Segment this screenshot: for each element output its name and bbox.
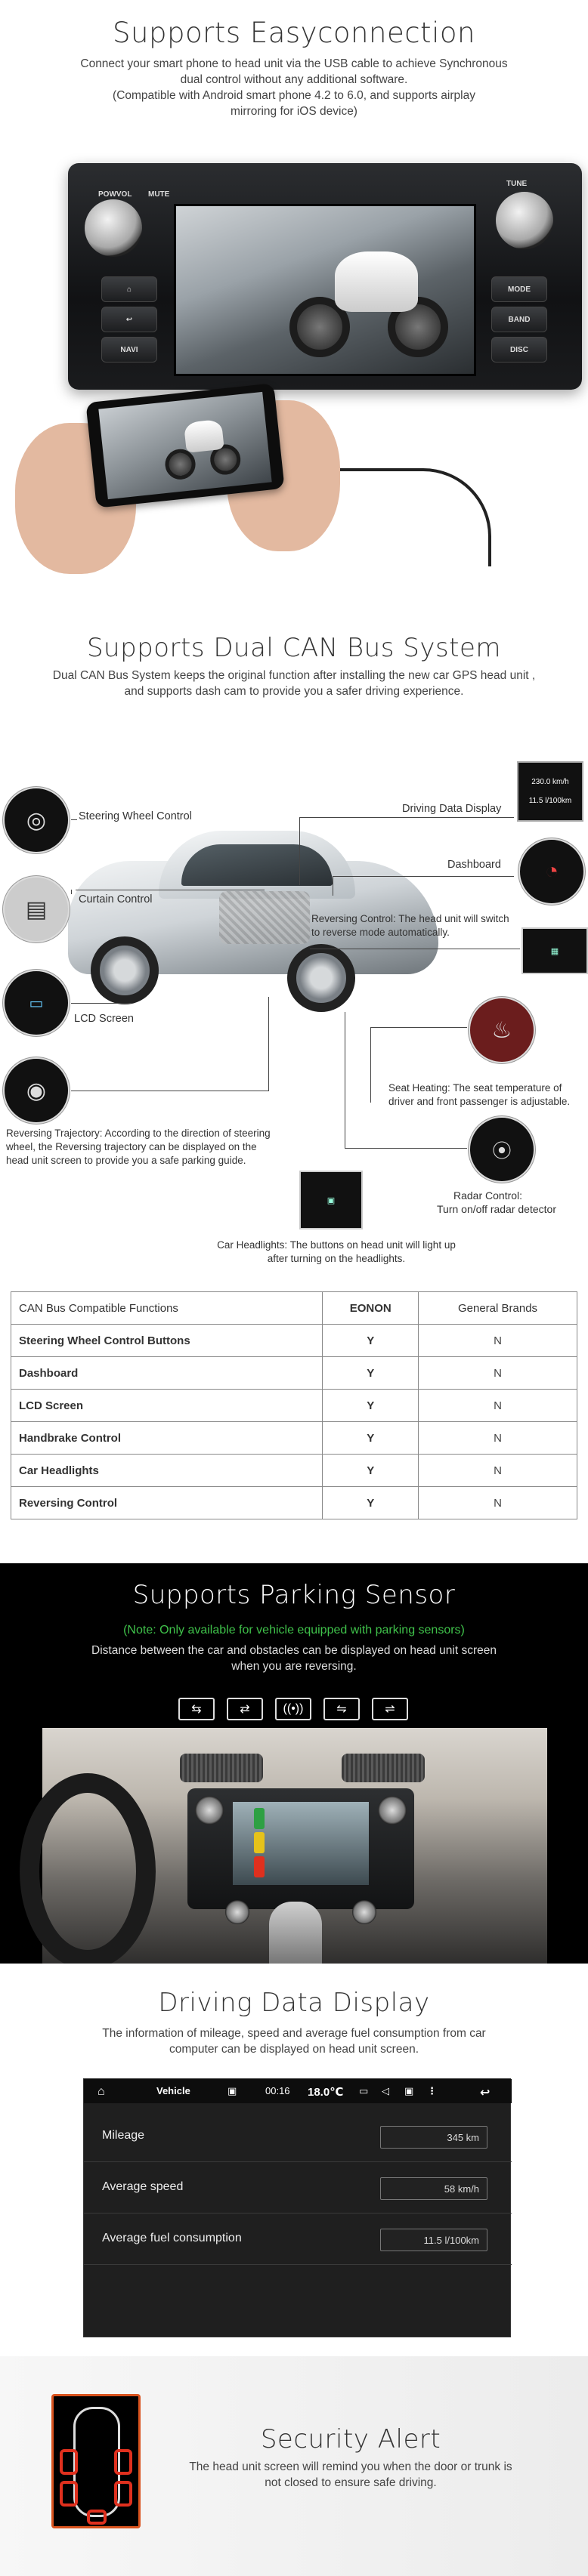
parking-screen [233,1802,369,1885]
security-alert-section [0,2356,588,2576]
climate-knob [352,1900,376,1924]
seat-heating-circle [469,997,535,1063]
nav-icon: ▭ [359,2085,369,2096]
gear-shifter [269,1902,322,1964]
driving-data-description: The information of mileage, speed and average fuel consumption from car computer can be displayed on head unit screen. [102,2027,486,2056]
table-cell: Car Headlights [11,1455,323,1487]
mute-label: MUTE [148,190,170,199]
volume-icon[interactable]: ◁ [382,2085,389,2096]
callout-line [370,1027,467,1028]
table-header: CAN Bus Compatible Functions [11,1292,323,1325]
climate-knob [225,1900,249,1924]
table-cell: Handbrake Control [11,1422,323,1455]
canbus-section [0,574,588,1556]
volume-knob [195,1796,224,1825]
motorcycle-rider [184,419,224,453]
tune-knob [496,192,553,249]
headlights-thumb [299,1171,363,1229]
car-rear-sensor-icon: ⇄ [227,1698,263,1720]
canbus-description: Dual CAN Bus System keeps the original function after installing the new car GPS head unit , and supports dash cam to provide you a safer driving experience. [52,669,536,698]
car-internals [219,891,310,944]
table-header-row [11,1292,577,1325]
callout-line [299,817,300,885]
reversing-control-thumb [521,927,588,974]
image-icon: ▣ [227,2085,237,2096]
car-side-sensor-icon: ⇋ [323,1698,360,1720]
power-volume-label: POWVOL [98,190,132,199]
temperature: 18.0℃ [308,2086,344,2099]
menu-icon[interactable]: ⋮ [427,2085,437,2096]
motorcycle-rider [335,251,418,312]
callout-line [370,1027,371,1103]
lcd-circle [3,970,70,1036]
curtain-caption: Curtain Control [79,893,153,905]
driving-data-section [0,1964,588,2356]
table-cell: N [419,1325,577,1357]
fuel-consumption-row [84,2215,512,2265]
speed-readout: 230.0 km/h [531,778,569,786]
mileage-row [84,2112,512,2162]
radar-wave-icon: ((•)) [275,1698,311,1720]
home-button: ⌂ [101,276,157,302]
radar-caption-2: Turn on/off radar detector [437,1203,556,1215]
car-wheel [91,936,159,1004]
door-alert-image [51,2394,141,2528]
smartphone-image [85,383,284,507]
mileage-value: 345 km [380,2126,487,2149]
dashboard-caption: Dashboard [447,859,501,871]
callout-line [345,1148,467,1149]
sensor-bar-green [254,1808,265,1829]
vehicle-app-screen [83,2078,511,2337]
driving-data-caption: Driving Data Display [402,803,502,815]
table-header: EONON [323,1292,419,1325]
table-cell: N [419,1455,577,1487]
lcd-caption: LCD Screen [74,1013,134,1025]
air-vent [180,1754,263,1782]
mileage-label: Mileage [102,2129,145,2142]
rear-camera-icon: ▦ [550,946,559,956]
smartphone-screen [98,392,271,499]
lcd-screen-icon: ▭ [29,995,44,1012]
table-cell: Y [323,1455,419,1487]
curtain-icon: ▤ [25,896,48,922]
screenshot-icon[interactable]: ▣ [404,2085,414,2096]
security-title: Security Alert [260,2424,441,2454]
table-row [11,1357,577,1390]
table-row [11,1455,577,1487]
app-name: Vehicle [156,2085,190,2096]
average-speed-row [84,2164,512,2214]
table-cell: Reversing Control [11,1487,323,1519]
headlights-caption: Car Headlights: The buttons on head unit will light up after turning on the headlights. [217,1239,456,1264]
curtain-circle [3,876,70,942]
tune-knob [378,1796,407,1825]
table-cell: N [419,1422,577,1455]
air-vent [342,1754,425,1782]
table-cell: Y [323,1325,419,1357]
steering-wheel-icon: ◎ [26,807,47,833]
mode-button: MODE [491,276,547,302]
security-description: The head unit screen will remind you when the door or trunk is not closed to ensure safe driving. [189,2460,512,2489]
table-row [11,1390,577,1422]
car-front-sensor-icon: ⇆ [178,1698,215,1720]
open-door-left-indicator [60,2449,78,2475]
car-wheel [287,944,355,1012]
easyconnection-title: Supports Easyconnection [113,17,475,49]
band-button: BAND [491,307,547,332]
head-unit-icon: ▣ [326,1195,336,1205]
table-cell: Y [323,1357,419,1390]
callout-line [71,1003,132,1004]
table-cell: Dashboard [11,1357,323,1390]
open-door-left-indicator [60,2481,78,2507]
average-speed-value: 58 km/h [380,2177,487,2200]
disc-button: DISC [491,337,547,362]
back-icon[interactable]: ↩ [480,2087,491,2099]
car-reverse-sensor-icon: ⇌ [372,1698,408,1720]
canbus-comparison-table [11,1291,577,1519]
fuel-consumption-label: Average fuel consumption [102,2232,242,2244]
home-icon[interactable]: ⌂ [97,2085,105,2098]
table-cell: Steering Wheel Control Buttons [11,1325,323,1357]
driving-data-title: Driving Data Display [158,1988,430,2018]
parking-description: Distance between the car and obstacles can be displayed on head unit screen when you are reversing. [91,1644,497,1673]
navi-button: NAVI [101,337,157,362]
easyconnection-description: Connect your smart phone to head unit via the USB cable to achieve Synchronous dual control without any additional software. (Compatible with Android smart phone 4.2 to 6.0, and supports airplay mirroring for iOS device) [80,57,508,118]
table-cell: LCD Screen [11,1390,323,1422]
table-cell: N [419,1487,577,1519]
status-bar [84,2079,512,2103]
easyconnection-section [0,0,588,574]
table-cell: Y [323,1422,419,1455]
back-button: ↩ [101,307,157,332]
parking-title: Supports Parking Sensor [132,1580,456,1610]
table-cell: N [419,1390,577,1422]
callout-line [71,890,72,894]
reversing-trajectory-circle [3,1057,70,1124]
table-cell: Y [323,1487,419,1519]
seat-icon: ♨ [491,1017,512,1043]
table-header: General Brands [419,1292,577,1325]
radar-circle [469,1116,535,1183]
tune-label: TUNE [506,180,528,188]
gauge-icon: ◔ [544,859,559,884]
steering-wheel [20,1773,156,1970]
reversing-trajectory-caption: Reversing Trajectory: According to the direction of steering wheel, the Reversing trajectory can be displayed on the head unit screen to provide you a safe parking guide. [6,1128,271,1166]
table-cell: Y [323,1390,419,1422]
car-window [181,844,333,886]
radar-icon: ⦿ [491,1139,512,1162]
clock: 00:16 [265,2085,290,2096]
canbus-title: Supports Dual CAN Bus System [86,633,502,663]
sensor-bar-red [254,1856,265,1877]
usb-cable [333,468,491,566]
reversing-control-caption: Reversing Control: The head unit will switch to reverse mode automatically. [311,913,509,938]
trunk-open-indicator [87,2510,107,2525]
motorcycle-wheel [164,448,197,481]
steering-wheel-circle [3,787,70,853]
dashboard-circle [518,838,585,905]
car-top-view-icon [73,2407,120,2517]
fuel-consumption-value: 11.5 l/100km [380,2229,487,2251]
table-cell: N [419,1357,577,1390]
power-volume-knob [85,199,142,257]
callout-line [333,876,514,877]
table-row [11,1487,577,1519]
callout-line [268,997,269,1091]
table-row [11,1422,577,1455]
head-unit-screen [174,204,476,376]
parking-sensor-section [0,1563,588,1964]
callout-line [299,817,514,818]
head-unit-image [68,163,582,390]
fuel-readout: 11.5 l/100km [528,797,572,805]
open-door-right-indicator [114,2481,132,2507]
sensor-bar-yellow [254,1832,265,1853]
steering-wheel-caption: Steering Wheel Control [79,810,192,822]
table-row [11,1325,577,1357]
installed-head-unit [187,1788,414,1909]
average-speed-label: Average speed [102,2180,184,2193]
dashboard-photo [42,1728,547,1964]
radar-caption: Radar Control: [453,1189,523,1202]
seat-heating-caption: Seat Heating: The seat temperature of driver and front passenger is adjustable. [388,1082,571,1107]
driving-data-thumb [517,761,583,822]
camera-icon: ◉ [26,1078,47,1103]
parking-note: (Note: Only available for vehicle equipped with parking sensors) [123,1624,465,1637]
callout-line [71,819,77,820]
